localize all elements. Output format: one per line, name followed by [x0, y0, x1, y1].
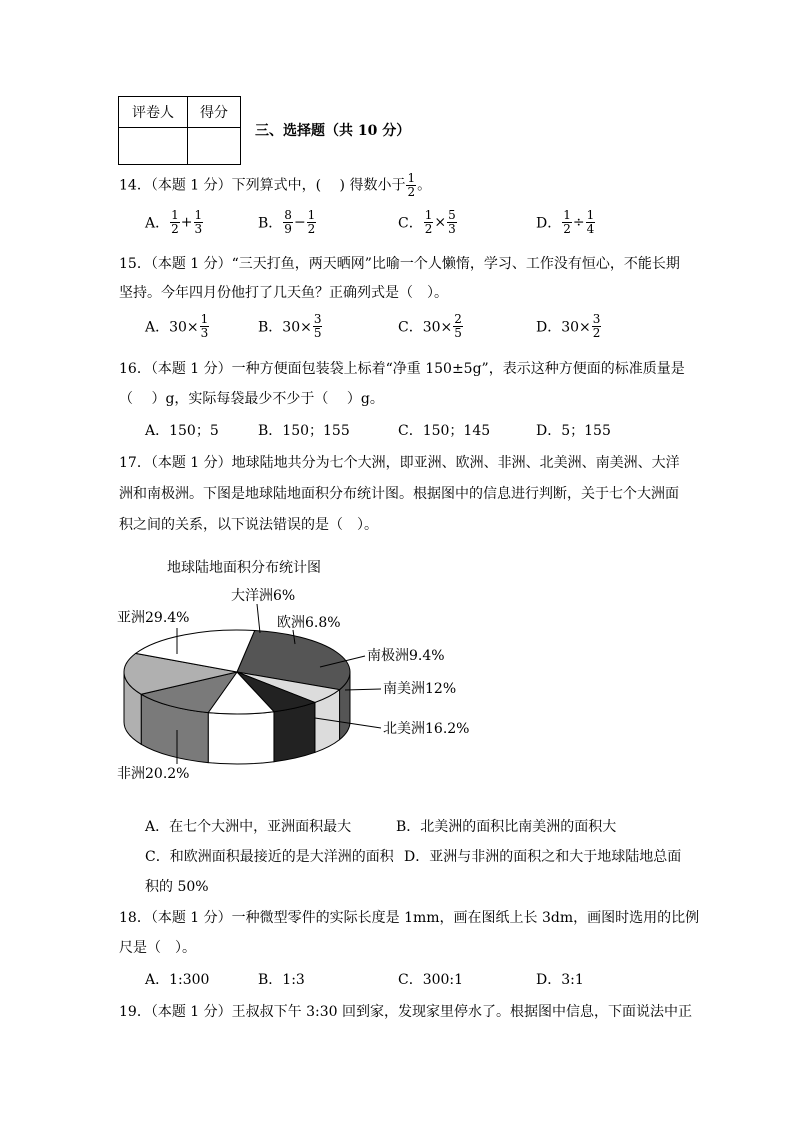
frac-den: 2: [307, 222, 316, 236]
q17-option-b[interactable]: B．北美洲的面积比南美洲的面积大: [396, 819, 617, 835]
frac-num: 3: [313, 312, 322, 326]
frac-den: 2: [563, 222, 571, 236]
q15-line1: 15．（本题 1 分）“三天打鱼，两天晒网”比喻一个人懒惰，学习、工作没有恒心，不能长期: [119, 256, 680, 272]
q17-line1: 17．（本题 1 分）地球陆地共分为七个大洲，即亚洲、欧洲、非洲、北美洲、南美洲、大洋: [119, 455, 680, 471]
q18-line2: 尺是（ ）。: [119, 940, 196, 956]
q14-stem-text: 14．（本题 1 分）下列算式中，( ) 得数小于: [119, 177, 406, 194]
fraction: [200, 313, 210, 340]
frac-den: 2: [407, 185, 416, 199]
q14-option-a[interactable]: [145, 209, 204, 236]
q16-line2: （ ）g，实际每袋最少不少于（ ）g。: [119, 391, 384, 407]
q15-option-c[interactable]: [398, 313, 464, 340]
frac-num: 5: [448, 208, 456, 222]
score-table-score-cell: [188, 128, 241, 165]
q18-line1: 18．（本题 1 分）一种微型零件的实际长度是 1mm，画在图纸上长 3dm，画图时选用的比例: [119, 910, 700, 926]
pie-label: 北美洲16.2%: [383, 721, 470, 737]
pie-chart: [115, 550, 515, 790]
frac-num: 1: [563, 208, 571, 222]
q19-line1: 19．（本题 1 分）王叔叔下午 3:30 回到家，发现家里停水了。根据图中信息，下面说法中正: [119, 1004, 692, 1020]
pie-label: 亚洲29.4%: [117, 610, 190, 626]
q17-option-d-cont: 积的 50%: [145, 879, 209, 895]
q17-line3: 积之间的关系，以下说法错误的是（ ）。: [119, 517, 378, 533]
q14-stem-end: 。: [417, 177, 432, 194]
operator: ×: [434, 214, 447, 231]
q15-option-b[interactable]: [258, 313, 323, 340]
frac-num: 1: [424, 208, 433, 222]
score-table-grader-cell: [119, 128, 188, 165]
frac-den: 9: [284, 222, 292, 236]
frac-den: 2: [592, 326, 601, 340]
fraction: [453, 313, 463, 340]
score-table-grader-header: 评卷人: [119, 97, 188, 128]
fraction: [283, 209, 293, 236]
option-label: B．: [258, 215, 283, 232]
q17-option-c[interactable]: C．和欧洲面积最接近的是大洋洲的面积: [145, 849, 394, 865]
q18-option-c[interactable]: C．300:1: [398, 972, 464, 988]
frac-num: 1: [307, 208, 316, 222]
pie-label: 大洋洲6%: [231, 588, 296, 604]
option-label: C．30×: [398, 319, 453, 336]
frac-den: 5: [313, 326, 322, 340]
score-table-score-header: 得分: [188, 97, 241, 128]
option-label: A．: [145, 215, 170, 232]
frac-num: 1: [407, 171, 416, 185]
q14-option-c[interactable]: [398, 209, 458, 236]
fraction: [424, 209, 434, 236]
q17-line2: 洲和南极洲。下图是地球陆地面积分布统计图。根据图中的信息进行判断，关于七个大洲面: [119, 486, 679, 502]
q14-stem-fraction: [406, 172, 416, 199]
chart-title: 地球陆地面积分布统计图: [167, 560, 321, 576]
q14-option-d[interactable]: [536, 209, 596, 236]
q14-option-b[interactable]: [258, 209, 317, 236]
pie-label: 南美洲12%: [383, 681, 457, 697]
q16-option-a[interactable]: A．150；5: [145, 423, 219, 439]
q18-option-a[interactable]: A．1:300: [145, 972, 210, 988]
q15-option-a[interactable]: [145, 313, 210, 340]
q18-option-d[interactable]: D．3:1: [536, 972, 584, 988]
operator: −: [293, 214, 306, 231]
option-label: D．30×: [536, 319, 591, 336]
operator: +: [180, 214, 193, 231]
operator: ÷: [572, 214, 585, 231]
frac-num: 1: [171, 208, 179, 222]
fraction: [307, 209, 317, 236]
frac-num: 8: [284, 208, 292, 222]
q15-option-d[interactable]: [536, 313, 602, 340]
q14-stem: [119, 172, 431, 199]
frac-den: 4: [586, 222, 595, 236]
pie-leader-line: [257, 604, 260, 633]
fraction: [586, 209, 596, 236]
frac-num: 3: [592, 312, 601, 326]
q16-option-c[interactable]: C．150；145: [398, 423, 491, 439]
frac-num: 1: [194, 208, 203, 222]
option-label: B．30×: [258, 319, 312, 336]
score-table: [118, 96, 241, 165]
fraction: [592, 313, 602, 340]
q18-option-b[interactable]: B．1:3: [258, 972, 305, 988]
q16-option-d[interactable]: D．5；155: [536, 423, 611, 439]
q16-option-b[interactable]: B．150；155: [258, 423, 350, 439]
frac-num: 1: [200, 312, 209, 326]
frac-num: 1: [586, 208, 595, 222]
pie-label: 欧洲6.8%: [277, 615, 341, 631]
frac-den: 2: [424, 222, 433, 236]
frac-den: 3: [194, 222, 203, 236]
q16-line1: 16．（本题 1 分）一种方便面包装袋上标着“净重 150±5g”，表示这种方便面的标准质量是: [119, 361, 685, 377]
fraction: [447, 209, 457, 236]
q17-option-d[interactable]: D．亚洲与非洲的面积之和大于地球陆地总面: [404, 849, 682, 865]
option-label: C．: [398, 215, 423, 232]
frac-den: 3: [448, 222, 456, 236]
fraction: [313, 313, 323, 340]
fraction: [170, 209, 180, 236]
pie-label: 非洲20.2%: [117, 766, 190, 782]
frac-den: 5: [454, 326, 462, 340]
frac-den: 2: [171, 222, 179, 236]
fraction: [562, 209, 572, 236]
section-title: 三、选择题（共 10 分）: [255, 123, 411, 139]
fraction: [194, 209, 204, 236]
q15-line2: 坚持。今年四月份他打了几天鱼？正确列式是（ ）。: [119, 285, 448, 301]
frac-num: 2: [454, 312, 462, 326]
pie-label: 南极洲9.4%: [367, 648, 445, 664]
option-label: A．30×: [145, 319, 199, 336]
frac-den: 3: [200, 326, 209, 340]
pie-side: [208, 712, 274, 764]
option-label: D．: [536, 215, 562, 232]
q17-option-a[interactable]: A．在七个大洲中，亚洲面积最大: [145, 819, 352, 835]
